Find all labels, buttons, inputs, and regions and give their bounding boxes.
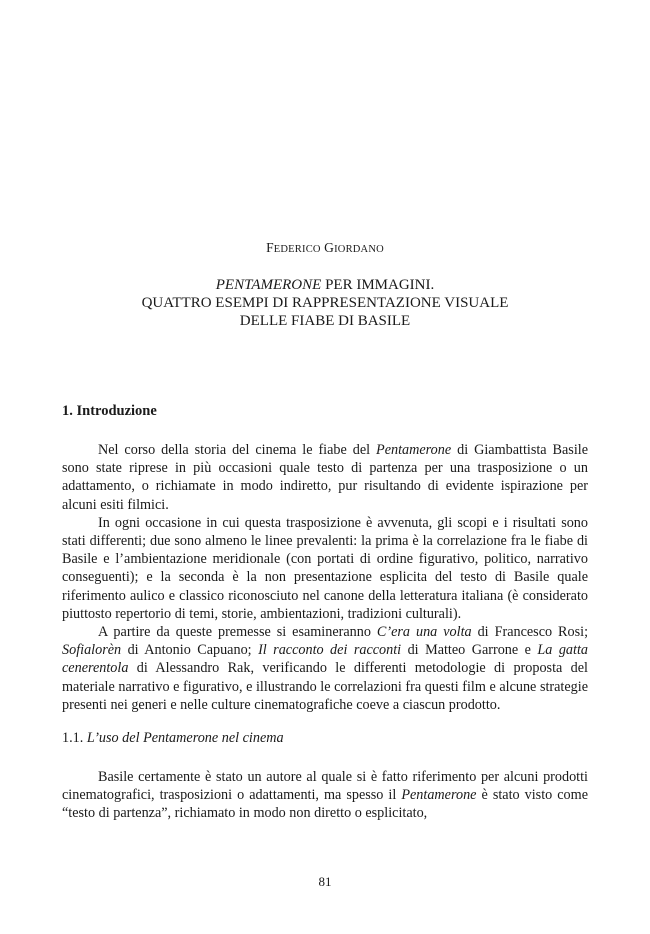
paragraph: In ogni occasione in cui questa trasposizione è avvenuta, gli scopi e i risultati sono stati differenti; due sono almeno le linee prevalenti: la prima è la correlazione fra le fiabe di Basile e l’ambientazione meridionale (con portati di ordine figurativo, politico, narrativo conseguenti); e la seconda è la non presentazione esplicita del testo di Basile quale riferimento aulico e classico riconosciuto nel canone della letteratura italiana (è considerato piuttosto repertorio di temi, storie, ambientazioni, tradizioni culturali). xyxy=(62,514,588,622)
paragraph: Nel corso della storia del cinema le fiabe del Pentamerone di Giambattista Basile sono state riprese in più occasioni quale testo di partenza per una trasposizione o un adattamento, o richiamate in modo indiretto, pur risultando di evidente ispirazione per alcuni esiti filmici. xyxy=(62,442,589,513)
author-name: FEDERICO GIORDANO xyxy=(266,240,384,255)
title-line-1: PENTAMERONE PER IMMAGINI. xyxy=(215,277,435,293)
article-title xyxy=(0,276,650,330)
page-number: 81 xyxy=(318,874,332,889)
title-line-3: DELLE FIABE DI BASILE xyxy=(239,313,411,329)
paragraph: A partire da queste premesse si esamineranno C’era una volta di Francesco Rosi; Sofialorèn di Antonio Capuano; Il racconto dei racconti di Matteo Garrone e La gatta cenerentola di Alessandro Rak, verificando le differenti metodologie di proposta del materiale narrativo e figurativo, e illustrando le correlazioni fra questi film e alcune strategie presenti nei generi e nelle culture cinematografiche coeve a ciascun prodotto. xyxy=(62,624,589,713)
subsection-text xyxy=(62,768,588,823)
title-line-2: QUATTRO ESEMPI DI RAPPRESENTAZIONE VISUALE xyxy=(141,295,509,311)
intro-text xyxy=(62,441,588,714)
subsection-heading: 1.1. L’uso del Pentamerone nel cinema xyxy=(62,730,284,746)
paragraph: Basile certamente è stato un autore al quale si è fatto riferimento per alcuni prodotti cinematografici, trasposizioni o adattamenti, ma spesso il Pentamerone è stato visto come “testo di partenza”, richiamato in modo non diretto o esplicitato, xyxy=(62,769,588,822)
section-heading: 1. Introduzione xyxy=(62,403,157,419)
